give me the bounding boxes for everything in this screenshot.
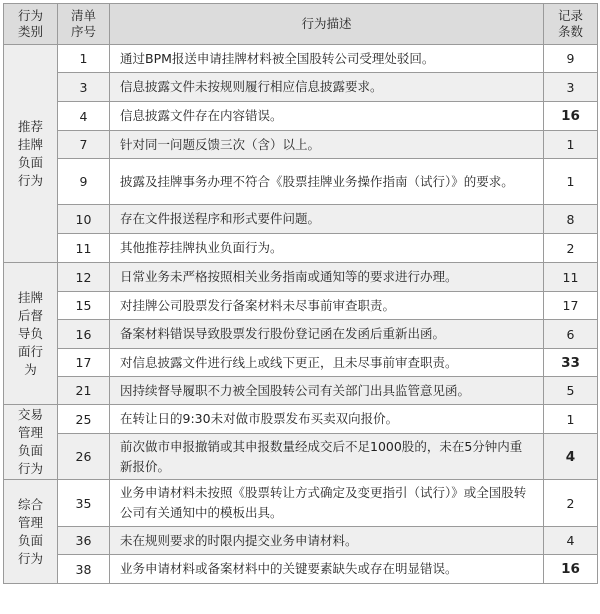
description-cell: 针对同一问题反馈三次（含）以上。 (110, 131, 544, 159)
table-row (4, 102, 598, 131)
table-row (4, 405, 598, 434)
description-cell: 业务申请材料或备案材料中的关键要素缺失或存在明显错误。 (110, 555, 544, 584)
table-row (4, 234, 598, 263)
description-cell: 对信息披露文件进行线上或线下更正，且未尽事前审查职责。 (110, 349, 544, 377)
count-cell: 11 (544, 263, 598, 292)
count-cell: 5 (544, 377, 598, 405)
seq-cell: 10 (58, 205, 110, 234)
table-row (4, 555, 598, 584)
description-cell: 日常业务未严格按照相关业务指南或通知等的要求进行办理。 (110, 263, 544, 292)
description-cell: 存在文件报送程序和形式要件问题。 (110, 205, 544, 234)
count-cell: 1 (544, 159, 598, 205)
description-cell: 对挂牌公司股票发行备案材料未尽事前审查职责。 (110, 292, 544, 320)
count-cell: 2 (544, 234, 598, 263)
seq-cell: 36 (58, 527, 110, 555)
category-cell: 综合 管理 负面 行为 (4, 480, 58, 584)
count-cell: 1 (544, 405, 598, 434)
table-row (4, 263, 598, 292)
seq-cell: 25 (58, 405, 110, 434)
category-cell: 交易 管理 负面 行为 (4, 405, 58, 480)
seq-cell: 12 (58, 263, 110, 292)
description-cell: 备案材料错误导致股票发行股份登记函在发函后重新出函。 (110, 320, 544, 349)
count-cell: 3 (544, 73, 598, 102)
description-cell: 通过BPM报送申请挂牌材料被全国股转公司受理处驳回。 (110, 45, 544, 73)
table-row (4, 320, 598, 349)
count-cell: 33 (544, 349, 598, 377)
description-cell: 在转让日的9:30未对做市股票发布买卖双向报价。 (110, 405, 544, 434)
behavior-table (3, 3, 598, 584)
category-cell: 推荐 挂牌 负面 行为 (4, 45, 58, 263)
description-cell: 未在规则要求的时限内提交业务申请材料。 (110, 527, 544, 555)
count-cell: 16 (544, 102, 598, 131)
count-cell: 2 (544, 480, 598, 527)
table-row (4, 45, 598, 73)
count-cell: 17 (544, 292, 598, 320)
description-cell: 信息披露文件存在内容错误。 (110, 102, 544, 131)
header-row (4, 4, 598, 45)
seq-cell: 15 (58, 292, 110, 320)
description-cell: 业务申请材料未按照《股票转让方式确定及变更指引（试行）》或全国股转公司有关通知中的模板出具。 (110, 480, 544, 527)
seq-cell: 21 (58, 377, 110, 405)
description-cell: 其他推荐挂牌执业负面行为。 (110, 234, 544, 263)
header-desc: 行为描述 (110, 4, 544, 45)
table-row (4, 159, 598, 205)
description-cell: 前次做市申报撤销或其申报数量经成交后不足1000股的，未在5分钟内重新报价。 (110, 434, 544, 480)
seq-cell: 11 (58, 234, 110, 263)
seq-cell: 16 (58, 320, 110, 349)
count-cell: 4 (544, 527, 598, 555)
table-row (4, 527, 598, 555)
seq-cell: 38 (58, 555, 110, 584)
seq-cell: 4 (58, 102, 110, 131)
count-cell: 8 (544, 205, 598, 234)
count-cell: 1 (544, 131, 598, 159)
table-row (4, 434, 598, 480)
seq-cell: 17 (58, 349, 110, 377)
count-cell: 6 (544, 320, 598, 349)
header-category: 行为 类别 (4, 4, 58, 45)
seq-cell: 7 (58, 131, 110, 159)
header-count: 记录 条数 (544, 4, 598, 45)
seq-cell: 26 (58, 434, 110, 480)
seq-cell: 35 (58, 480, 110, 527)
count-cell: 9 (544, 45, 598, 73)
table-row (4, 131, 598, 159)
table-row (4, 377, 598, 405)
description-cell: 披露及挂牌事务办理不符合《股票挂牌业务操作指南（试行）》的要求。 (110, 159, 544, 205)
category-cell: 挂牌 后督 导负 面行 为 (4, 263, 58, 405)
table-row (4, 205, 598, 234)
header-seq: 清单 序号 (58, 4, 110, 45)
table-row (4, 349, 598, 377)
count-cell: 4 (544, 434, 598, 480)
description-cell: 信息披露文件未按规则履行相应信息披露要求。 (110, 73, 544, 102)
seq-cell: 1 (58, 45, 110, 73)
table-body (4, 45, 598, 584)
table-row (4, 480, 598, 527)
count-cell: 16 (544, 555, 598, 584)
seq-cell: 3 (58, 73, 110, 102)
table-row (4, 73, 598, 102)
table-row (4, 292, 598, 320)
seq-cell: 9 (58, 159, 110, 205)
description-cell: 因持续督导履职不力被全国股转公司有关部门出具监管意见函。 (110, 377, 544, 405)
